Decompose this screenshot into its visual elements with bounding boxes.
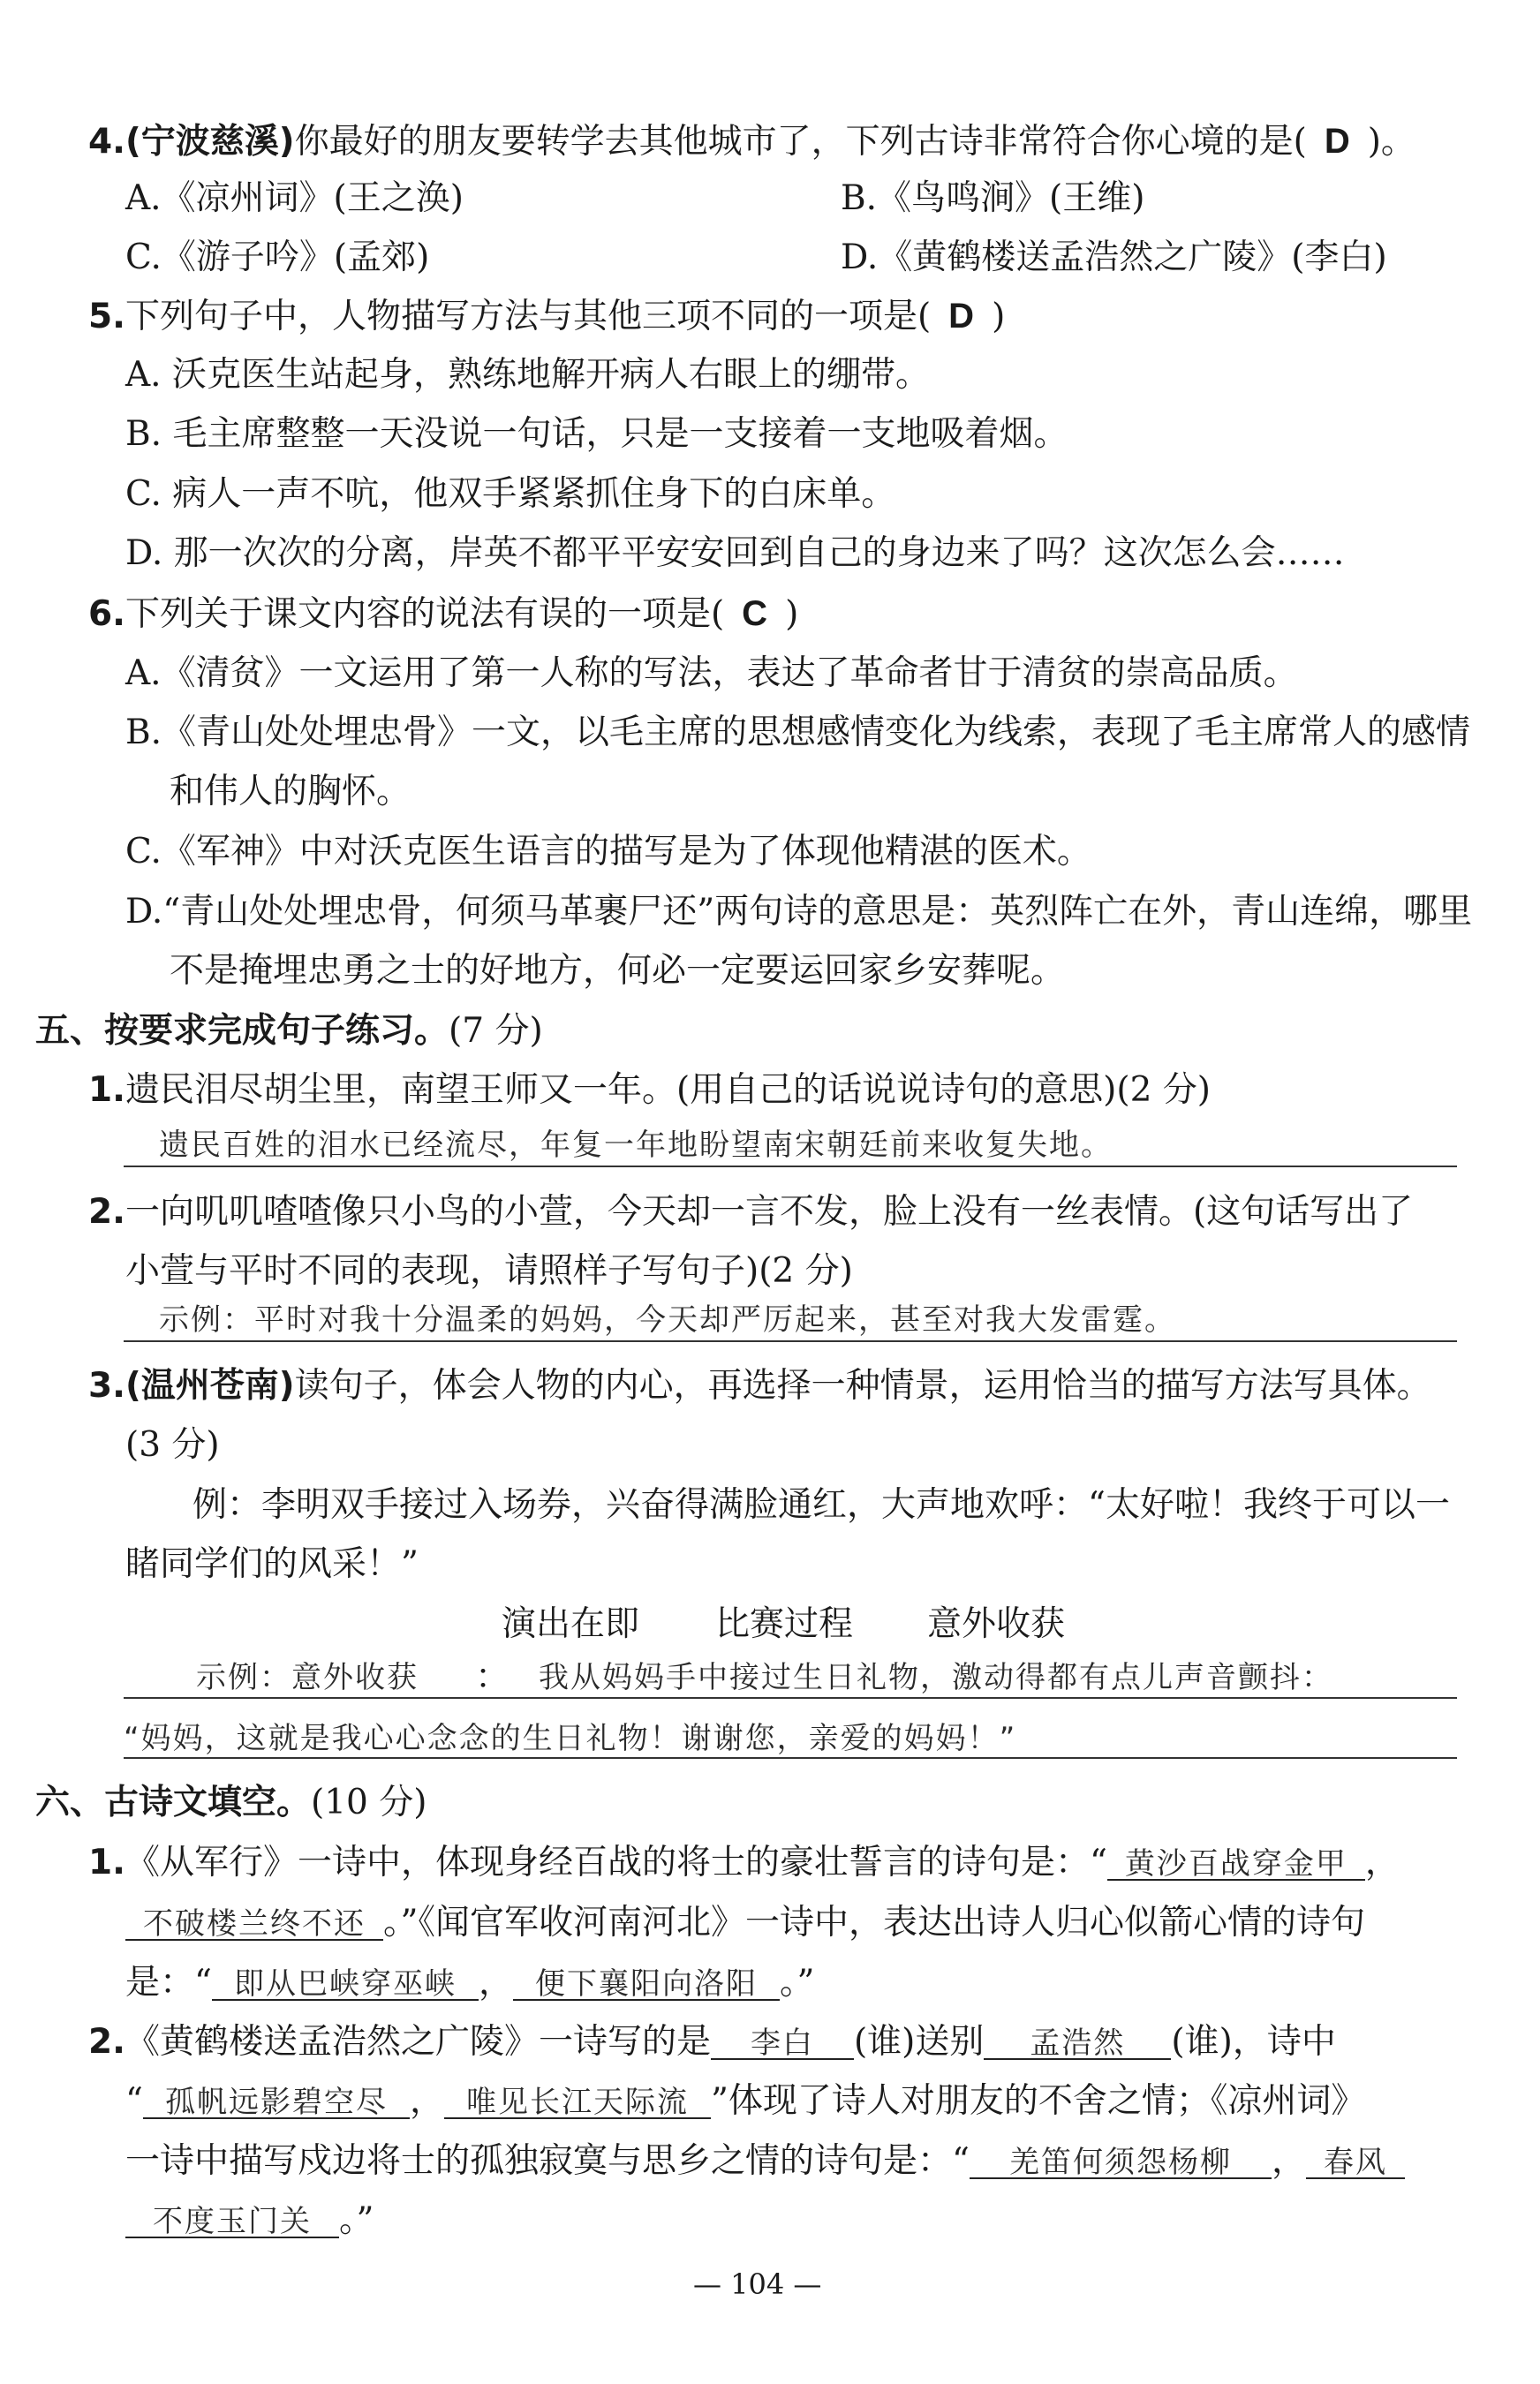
page-number: — 104 — — [693, 2267, 822, 2301]
q6-option-d-line1: D.“青山处处埋忠骨，何须马革裹尸还”两句诗的意思是：英烈阵亡在外，青山连绵，哪里 — [125, 892, 1473, 932]
q6-option-b-line1: B.《青山处处埋忠骨》一文，以毛主席的思想感情变化为线索，表现了毛主席常人的感情 — [125, 713, 1471, 752]
q4-stem — [88, 122, 1415, 162]
s5-q3-example-line1: 例：李明双手接过入场券，兴奋得满脸通红，大声地欢呼：“太好啦！我终于可以一 — [192, 1485, 1450, 1525]
s6-p1-blank2[interactable]: 不破楼兰终不还 — [125, 1909, 383, 1941]
s5-q1-answer[interactable]: 遗民百姓的泪水已经流尽，年复一年地盼望南宋朝廷前来收复失地。 — [159, 1128, 1113, 1163]
s6-p2-line2 — [125, 2081, 1366, 2121]
section5-header — [35, 1011, 543, 1051]
s6-p2-quote-open: “ — [125, 2081, 143, 2121]
s6-p1-blank1[interactable]: 黄沙百战穿金甲 — [1107, 1849, 1365, 1881]
s5-q1-stem — [88, 1070, 1212, 1110]
q6-option-a: A.《清贫》一文运用了第一人称的写法，表达了革命者甘于清贫的崇高品质。 — [125, 653, 1298, 693]
q5-stem-text: 下列句子中，人物描写方法与其他三项不同的一项是( — [125, 297, 932, 336]
s6-p1-comma1: ， — [1364, 1843, 1400, 1882]
s6-p2-blank2[interactable]: 孟浩然 — [984, 2028, 1171, 2060]
s5-q3-choice-1: 演出在即 — [502, 1604, 640, 1644]
s6-p2-line4 — [125, 2200, 374, 2240]
q6-number: 6. — [88, 594, 125, 634]
s6-p1-text2: 。”《闻官军收河南河北》一诗中，表达出诗人归心似箭心情的诗句 — [383, 1903, 1365, 1943]
s5-q2-stem-line2: 小萱与平时不同的表现，请照样子写句子)(2 分) — [125, 1251, 853, 1291]
s6-p2-blank1[interactable]: 李白 — [711, 2028, 854, 2060]
s5-q1-answer-line — [124, 1166, 1457, 1167]
q6-option-b-line2: 和伟人的胸怀。 — [170, 772, 411, 811]
s5-q3-region: (温州苍南) — [125, 1366, 295, 1406]
s5-q2-answer-line — [124, 1340, 1457, 1342]
s6-p2-blank6[interactable]: 春风 — [1306, 2147, 1405, 2179]
s5-q3-answer-line1[interactable]: 我从妈妈手中接过生日礼物，激动得都有点儿声音颤抖： — [539, 1660, 1333, 1695]
s6-p1-number: 1. — [88, 1843, 125, 1882]
s6-p2-blank7[interactable]: 不度玉门关 — [125, 2207, 339, 2238]
s5-q3-answer-rule2 — [124, 1757, 1457, 1759]
s6-p2-blank3[interactable]: 孤帆远影碧空尽 — [143, 2087, 410, 2119]
q5-answer: D — [948, 297, 975, 336]
s5-q2-stem-line1 — [88, 1192, 1414, 1232]
q6-option-c: C.《军神》中对沃克医生语言的描写是为了体现他精湛的医术。 — [125, 832, 1091, 871]
s6-p1-blank3[interactable]: 即从巴峡穿巫峡 — [212, 1969, 479, 2001]
q4-option-b: B.《鸟鸣涧》(王维) — [841, 178, 1145, 218]
s6-p2-text4: ”体现了诗人对朋友的不舍之情；《凉州词》 — [710, 2081, 1366, 2121]
s5-q3-example-line2: 睹同学们的风采！” — [125, 1544, 419, 1584]
s6-p2-line1 — [88, 2022, 1336, 2062]
s5-q3-stem-line2: (3 分) — [125, 1425, 220, 1465]
s5-q3-number: 3. — [88, 1366, 125, 1406]
s6-p2-text3: (谁)，诗中 — [1171, 2022, 1336, 2062]
q4-region: (宁波慈溪) — [125, 122, 295, 162]
q6-stem-end: ) — [785, 594, 799, 634]
q5-option-d: D. 那一次次的分离，岸英不都平平安安回到自己的身边来了吗？这次怎么会…… — [125, 533, 1345, 573]
q6-stem — [88, 594, 799, 634]
q6-answer: C — [742, 594, 768, 633]
s6-p2-text1: 《黄鹤楼送孟浩然之广陵》一诗写的是 — [125, 2022, 711, 2062]
s5-q3-answer-label[interactable]: 示例：意外收获 — [196, 1660, 419, 1695]
s6-p1-blank4[interactable]: 便下襄阳向洛阳 — [513, 1969, 780, 2001]
s5-q3-choice-3: 意外收获 — [927, 1604, 1066, 1644]
q5-stem-end: ) — [992, 297, 1006, 336]
s6-p1-comma2: ， — [478, 1963, 513, 2003]
s6-p1-text1: 《从军行》一诗中，体现身经百战的将士的豪壮誓言的诗句是：“ — [125, 1843, 1107, 1882]
q4-option-a: A.《凉州词》(王之涣) — [125, 178, 464, 218]
s6-p2-number: 2. — [88, 2022, 125, 2062]
s6-p1-text3: 是：“ — [125, 1963, 212, 2003]
q4-option-d: D.《黄鹤楼送孟浩然之广陵》(李白) — [841, 238, 1387, 277]
section5-score: (7 分) — [449, 1011, 543, 1051]
q4-answer: D — [1324, 122, 1350, 161]
s6-p2-line3 — [125, 2141, 1405, 2181]
s5-q3-text-line1: 读句子，体会人物的内心，再选择一种情景，运用恰当的描写方法写具体。 — [294, 1366, 1431, 1406]
s5-q2-number: 2. — [88, 1192, 125, 1232]
s6-p2-text2: (谁)送别 — [853, 2022, 985, 2062]
section5-title: 五、按要求完成句子练习。 — [35, 1011, 449, 1051]
s5-q3-answer-line2[interactable]: “妈妈，这就是我心心念念的生日礼物！谢谢您，亲爱的妈妈！” — [124, 1721, 1017, 1756]
q4-option-c: C.《游子吟》(孟郊) — [125, 238, 430, 277]
q6-stem-text: 下列关于课文内容的说法有误的一项是( — [125, 594, 725, 634]
s6-p2-text5: 一诗中描写戍边将士的孤独寂寞与思乡之情的诗句是：“ — [125, 2141, 970, 2181]
s5-q3-choice-2: 比赛过程 — [715, 1604, 854, 1644]
s5-q2-answer[interactable]: 示例：平时对我十分温柔的妈妈，今天却严厉起来，甚至对我大发雷霆。 — [159, 1302, 1176, 1338]
s5-q2-text-line1: 一向叽叽喳喳像只小鸟的小萱，今天却一言不发，脸上没有一丝表情。(这句话写出了 — [125, 1192, 1414, 1232]
q4-number: 4. — [88, 122, 125, 162]
s6-p2-comma1: ， — [409, 2081, 444, 2121]
q5-option-b: B. 毛主席整整一天没说一句话，只是一支接着一支地吸着烟。 — [125, 414, 1068, 454]
s5-q3-stem-line1 — [88, 1366, 1431, 1406]
q5-stem — [88, 298, 1005, 334]
s6-p1-line1 — [88, 1845, 1400, 1881]
q6-option-d-line2: 不是掩埋忠勇之士的好地方，何必一定要运回家乡安葬呢。 — [170, 951, 1066, 991]
s5-q3-answer-rule1 — [124, 1697, 1457, 1699]
s6-p2-text6: 。” — [339, 2200, 374, 2240]
q4-stem-end: )。 — [1367, 122, 1415, 162]
s6-p2-comma2: ， — [1271, 2141, 1306, 2181]
section6-header — [35, 1785, 427, 1820]
s6-p1-text4: 。” — [779, 1963, 815, 2003]
s6-p1-line3 — [125, 1965, 814, 2001]
s5-q1-text: 遗民泪尽胡尘里，南望王师又一年。(用自己的话说说诗句的意思)(2 分) — [125, 1070, 1212, 1110]
s5-q1-number: 1. — [88, 1070, 125, 1110]
q5-option-a: A. 沃克医生站起身，熟练地解开病人右眼上的绷带。 — [125, 355, 930, 395]
s5-q3-colon: ： — [475, 1657, 510, 1697]
section6-score: (10 分) — [311, 1783, 427, 1822]
s6-p2-blank5[interactable]: 羌笛何须怨杨柳 — [970, 2147, 1272, 2179]
s6-p2-blank4[interactable]: 唯见长江天际流 — [444, 2087, 711, 2119]
section6-title: 六、古诗文填空。 — [35, 1783, 312, 1822]
q5-option-c: C. 病人一声不吭，他双手紧紧抓住身下的白床单。 — [125, 474, 896, 514]
q4-stem-text: 你最好的朋友要转学去其他城市了，下列古诗非常符合你心境的是( — [294, 122, 1307, 162]
q5-number: 5. — [88, 297, 125, 336]
s6-p1-line2 — [125, 1905, 1365, 1941]
